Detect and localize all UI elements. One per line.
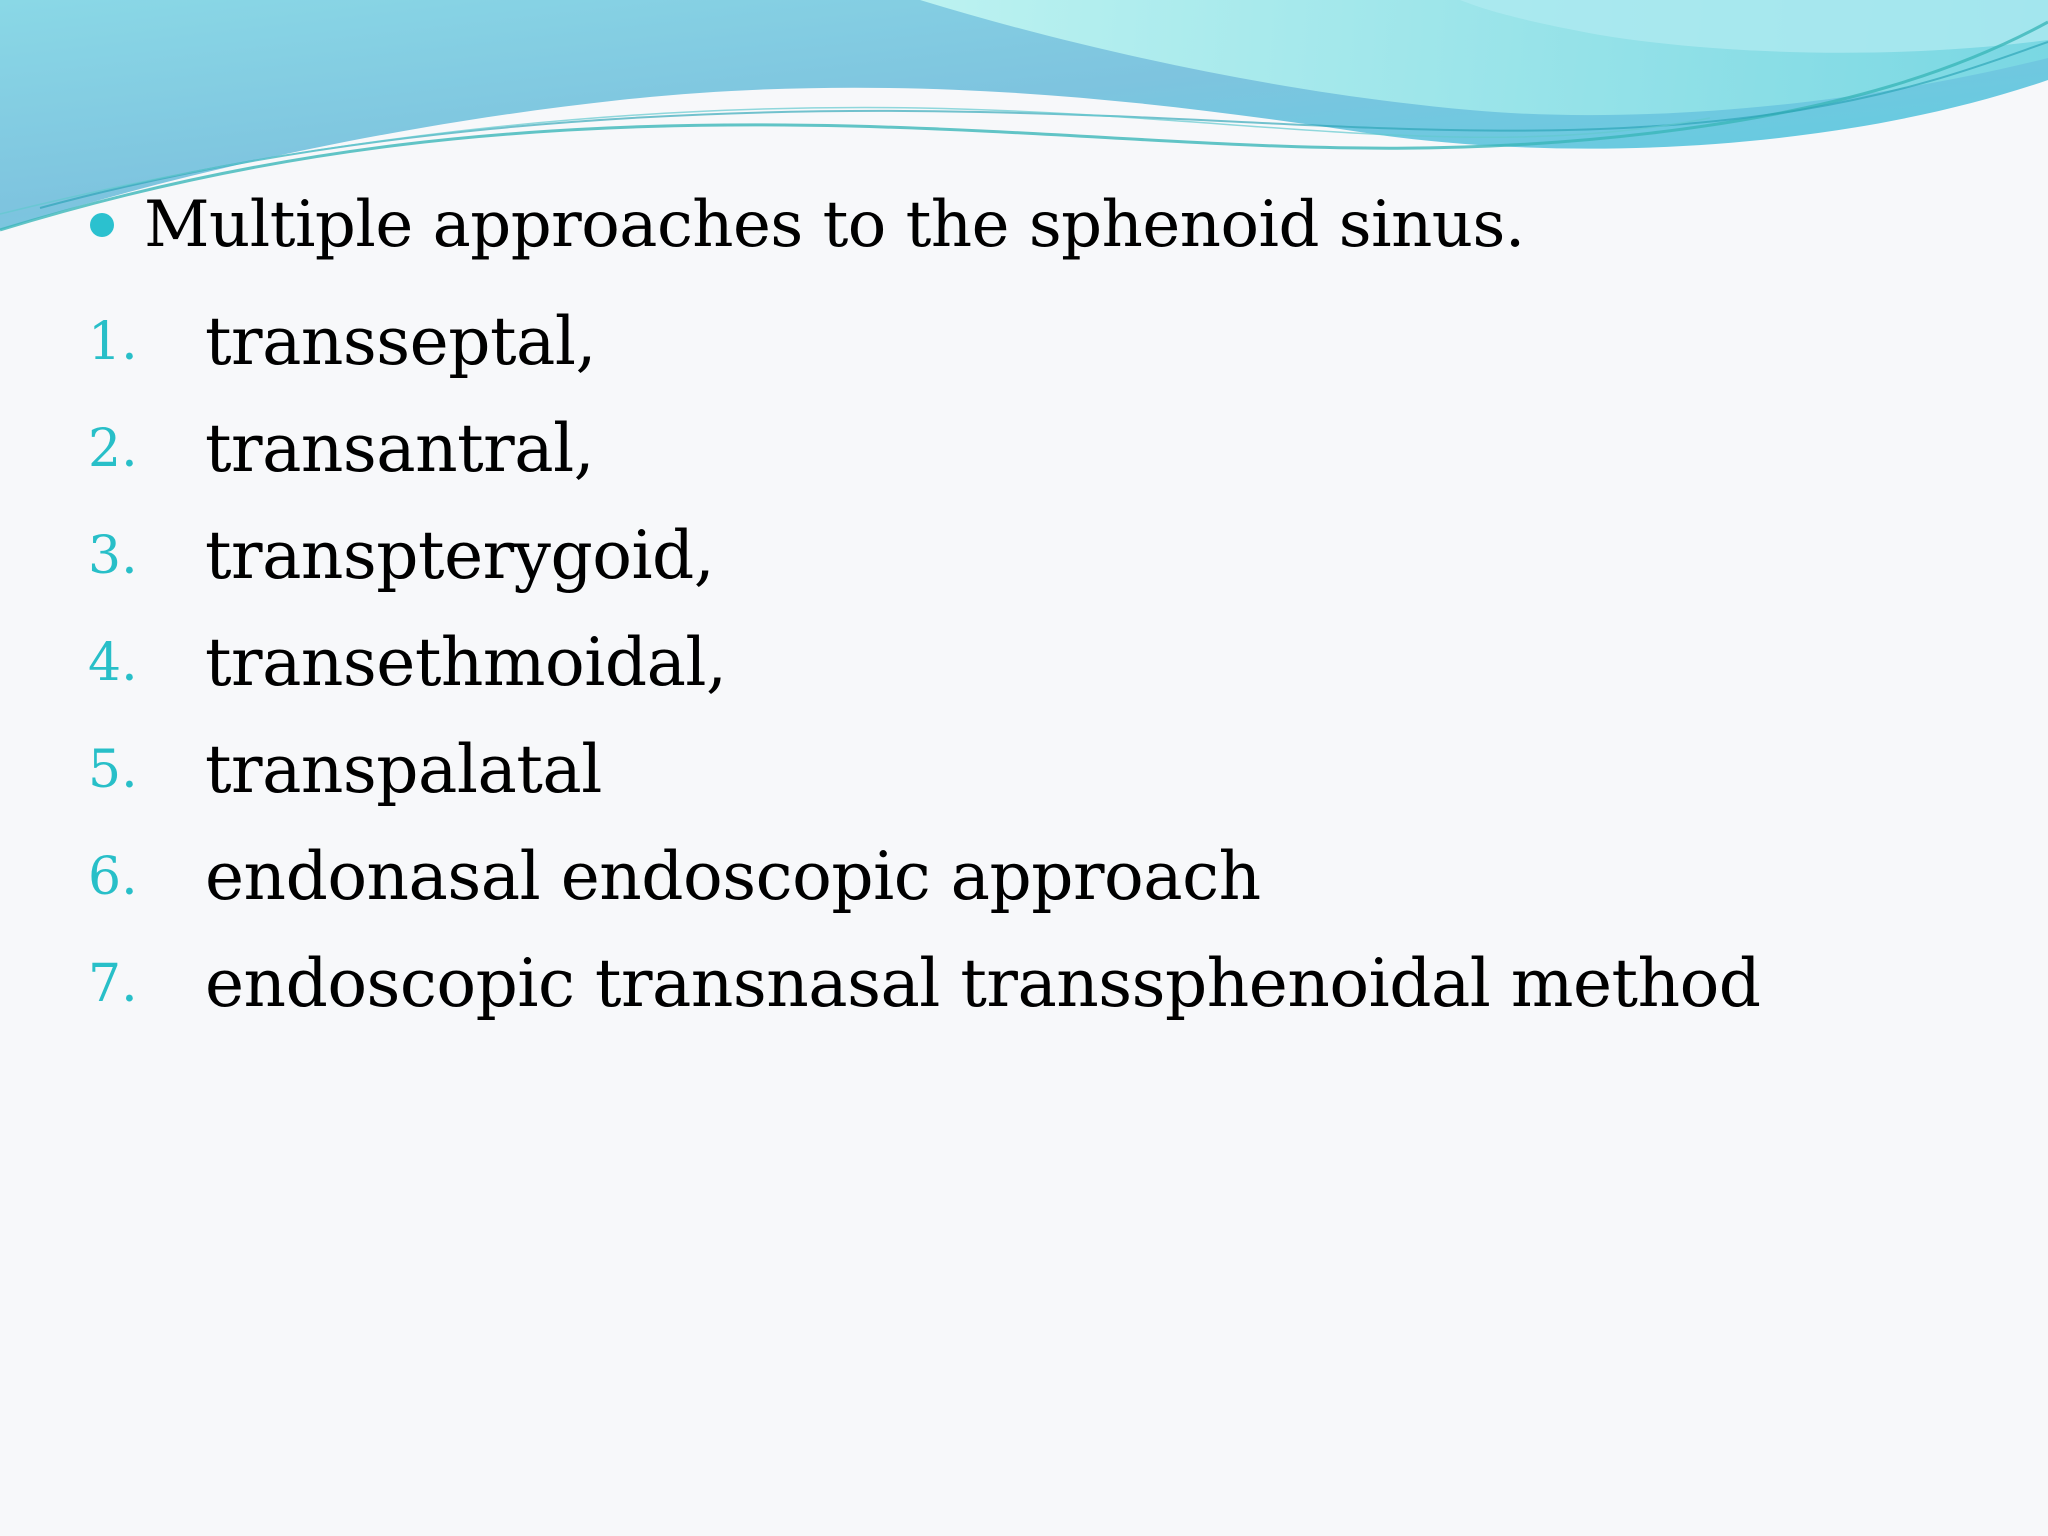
approach-number: 2. xyxy=(88,418,138,479)
approach-list xyxy=(88,288,1761,1037)
approach-item-transantral xyxy=(88,395,1761,502)
approach-item-transpalatal xyxy=(88,716,1761,823)
approach-number: 4. xyxy=(88,632,138,693)
approach-item-transseptal xyxy=(88,288,1761,395)
approach-number: 6. xyxy=(88,846,138,907)
approach-item-transsphenoidal xyxy=(88,930,1761,1037)
intro-bullet xyxy=(90,180,1525,270)
bullet-dot-icon xyxy=(90,213,114,237)
approach-label: transpterygoid, xyxy=(205,516,715,594)
approach-label: transseptal, xyxy=(205,302,596,380)
approach-label: transpalatal xyxy=(205,730,602,808)
approach-label: transantral, xyxy=(205,409,595,487)
intro-text: Multiple approaches to the sphenoid sinus. xyxy=(144,188,1525,262)
approach-label: transethmoidal, xyxy=(205,623,727,701)
approach-label: endoscopic transnasal transsphenoidal method xyxy=(205,944,1761,1022)
approach-number: 5. xyxy=(88,739,138,800)
approach-item-transpterygoid xyxy=(88,502,1761,609)
approach-number: 7. xyxy=(88,953,138,1014)
approach-label: endonasal endoscopic approach xyxy=(205,837,1261,915)
approach-item-endonasal-endoscopic xyxy=(88,823,1761,930)
approach-number: 3. xyxy=(88,525,138,586)
approach-item-transethmoidal xyxy=(88,609,1761,716)
approach-number: 1. xyxy=(88,311,138,372)
